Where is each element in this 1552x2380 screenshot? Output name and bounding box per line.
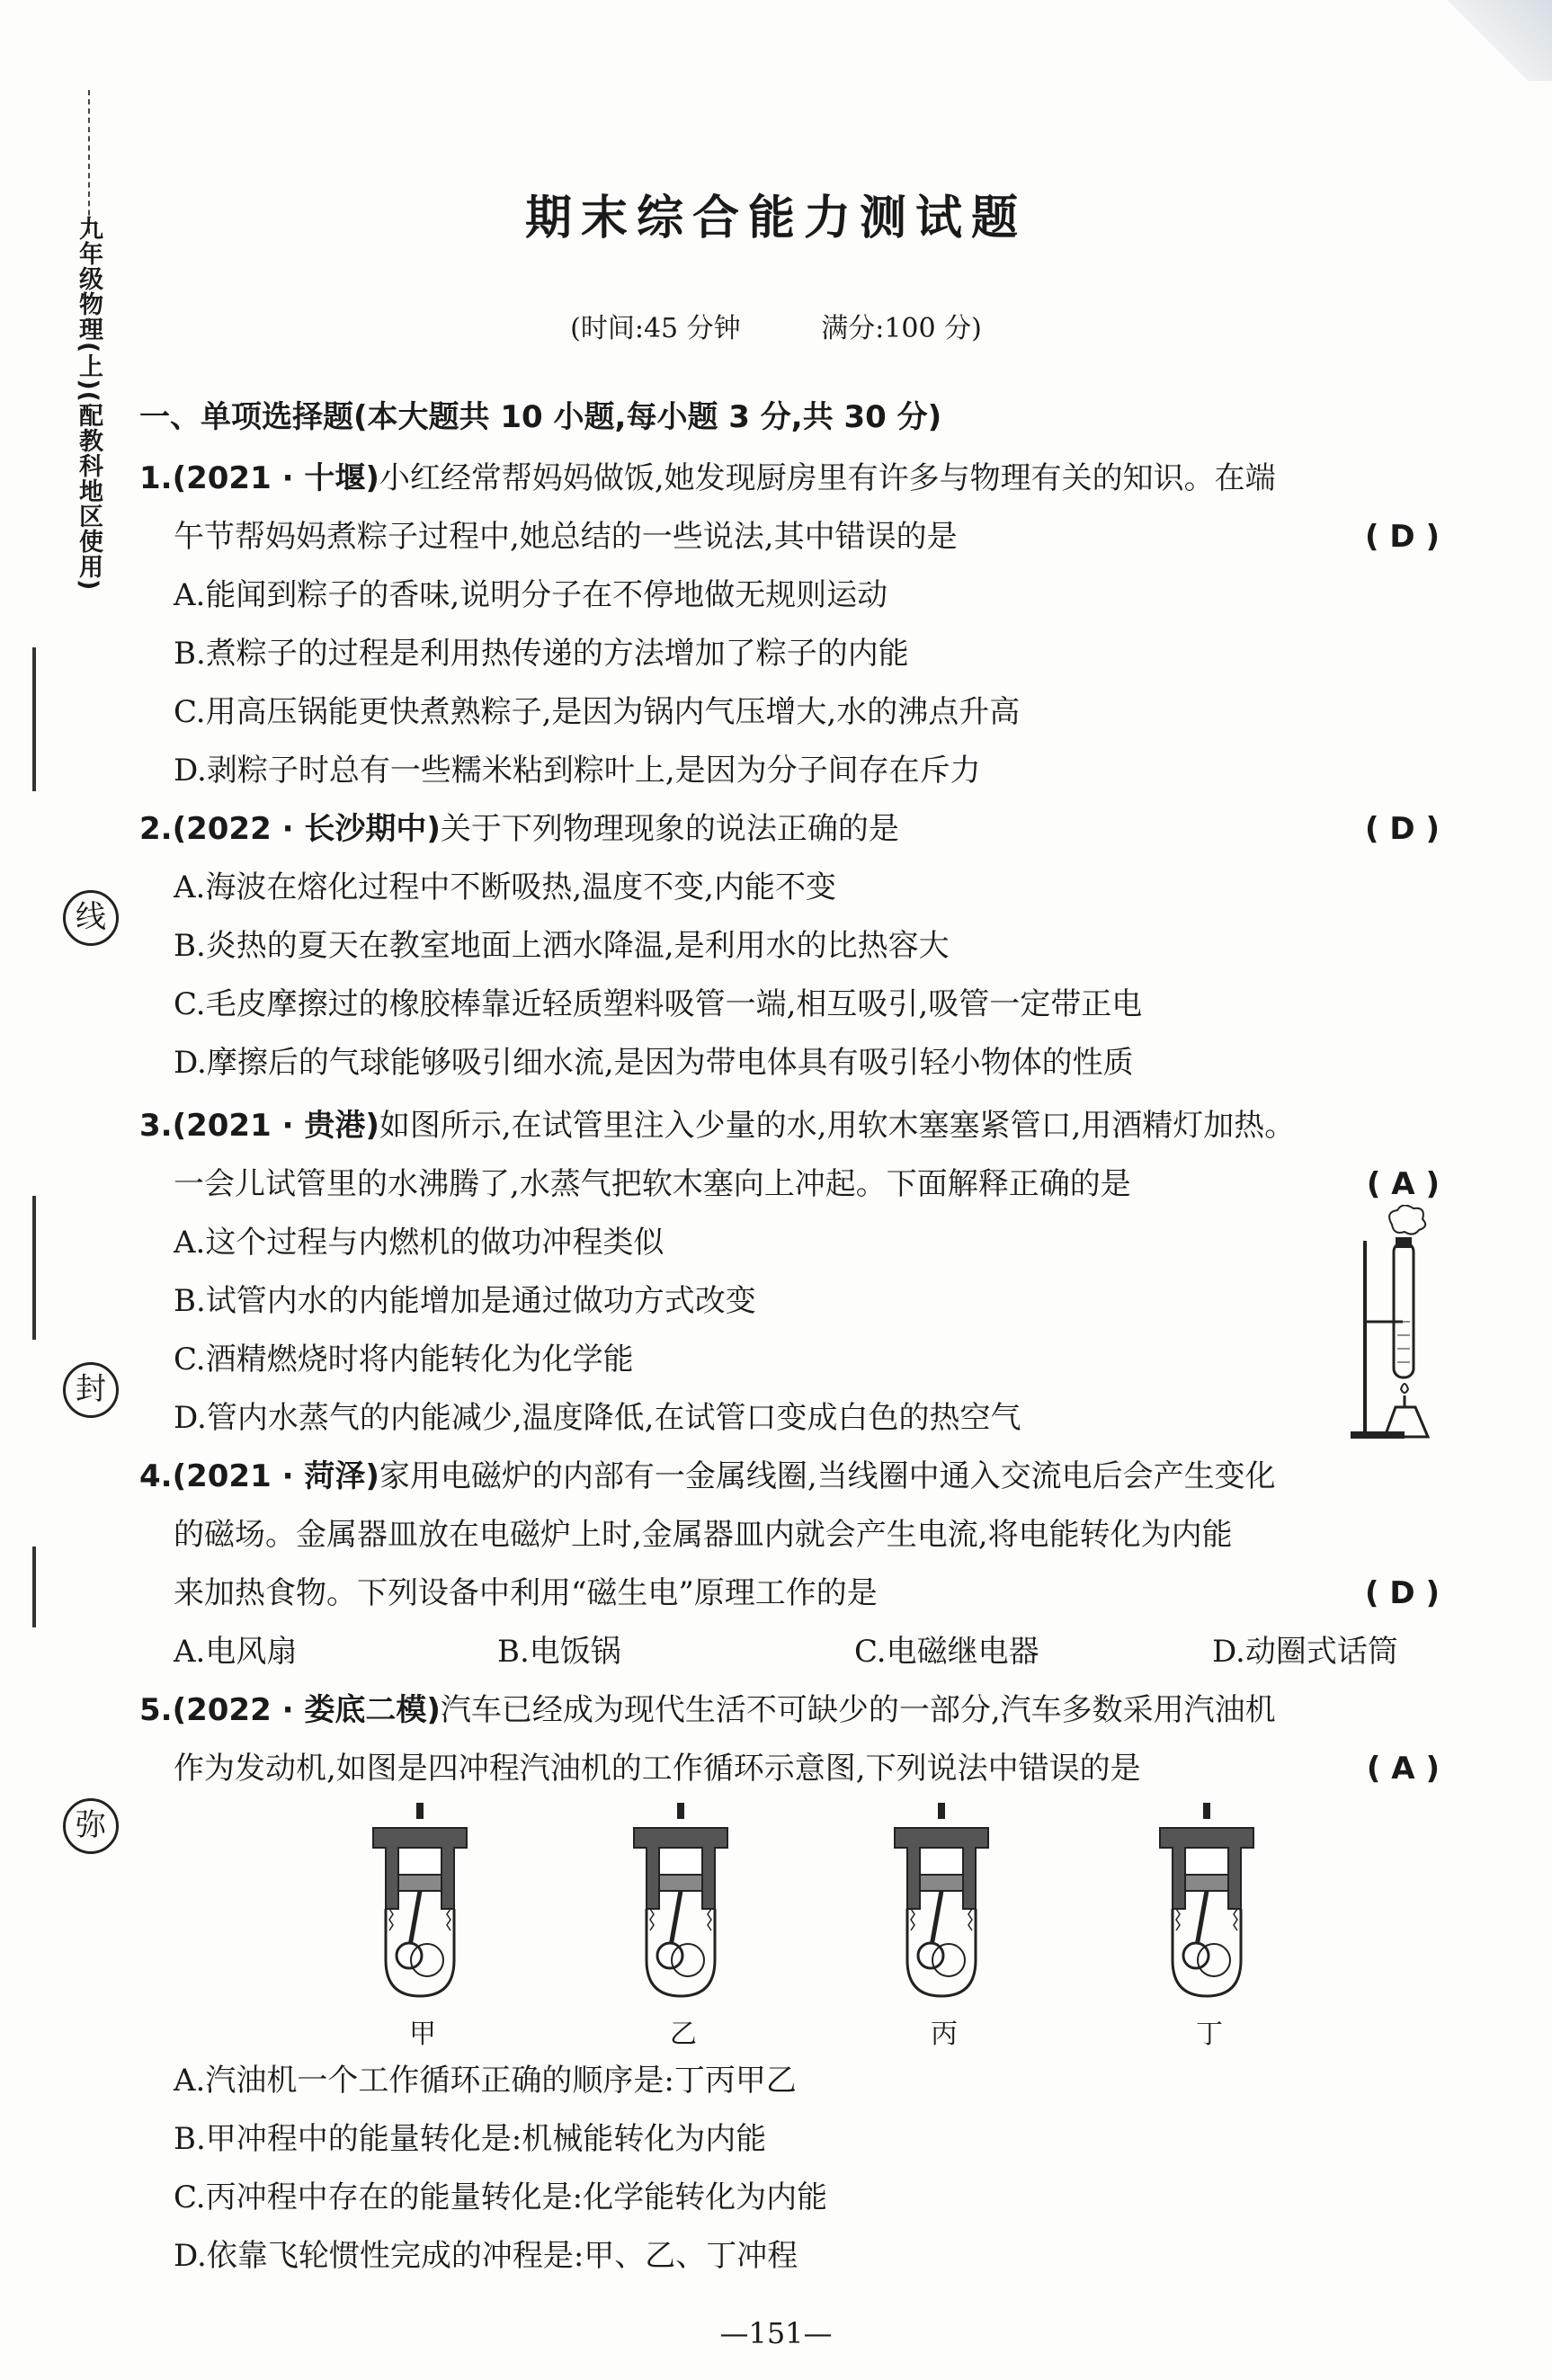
- question-1-stem-line-1: 1.(2021 · 十堰)小红经常帮妈妈做饭,她发现厨房里有许多与物理有关的知识。在端: [139, 460, 1276, 496]
- figure-label-yi: 乙: [670, 2019, 697, 2050]
- question-4-option-d: D.动圈式话筒: [1212, 1634, 1398, 1670]
- question-1-stem-line-2: 午节帮妈妈煮粽子过程中,她总结的一些说法,其中错误的是: [174, 519, 958, 555]
- question-1-option-d: D.剥粽子时总有一些糯米粘到粽叶上,是因为分子间存在斥力: [174, 753, 981, 789]
- exam-info: [0, 306, 1552, 345]
- question-1-option-a: A.能闻到粽子的香味,说明分子在不停地做无规则运动: [174, 577, 888, 613]
- binding-line: [32, 1547, 36, 1627]
- question-2-option-b: B.炎热的夏天在教室地面上洒水降温,是利用水的比热容大: [174, 928, 950, 964]
- engine-figure-ding: [1160, 1803, 1253, 1996]
- question-3-option-b: B.试管内水的内能增加是通过做功方式改变: [174, 1283, 756, 1319]
- seal-char-seal: 封: [63, 1362, 119, 1418]
- engine-figure-bing: [895, 1803, 988, 1996]
- question-5-stem-line-1: 5.(2022 · 娄底二模)汽车已经成为现代生活不可缺少的一部分,汽车多数采用汽油机: [139, 1692, 1276, 1728]
- section-heading: 一、单项选择题(本大题共 10 小题,每小题 3 分,共 30 分): [139, 399, 942, 435]
- page-corner-shadow: [1444, 0, 1552, 81]
- question-2-option-a: A.海波在熔化过程中不断吸热,温度不变,内能不变: [174, 869, 836, 905]
- page-number: —151—: [719, 2316, 833, 2350]
- question-3-stem-line-1: 3.(2021 · 贵港)如图所示,在试管里注入少量的水,用软木塞塞紧管口,用酒精灯加热。: [139, 1108, 1296, 1144]
- question-5-stem-line-2: 作为发动机,如图是四冲程汽油机的工作循环示意图,下列说法中错误的是: [174, 1751, 1141, 1787]
- question-3-option-d: D.管内水蒸气的内能减少,温度降低,在试管口变成白色的热空气: [174, 1400, 1021, 1436]
- question-3-answer: ( A ): [1366, 1166, 1440, 1202]
- binding-line: [32, 1196, 36, 1340]
- figure-label-bing: 丙: [931, 2019, 958, 2050]
- question-1-option-b: B.煮粽子的过程是利用热传递的方法增加了粽子的内能: [174, 636, 909, 672]
- question-4-option-c: C.电磁继电器: [854, 1634, 1039, 1670]
- question-4-option-b: B.电饭锅: [497, 1634, 621, 1670]
- question-2-answer: ( D ): [1365, 811, 1440, 847]
- question-4-stem-line-1: 4.(2021 · 菏泽)家用电磁炉的内部有一金属线圈,当线圈中通入交流电后会产生变化: [139, 1458, 1276, 1494]
- test-tube-heating-figure: [1349, 1205, 1457, 1448]
- time-info: (时间:45 分钟: [570, 313, 741, 344]
- book-info-label: 九年级物理(上)(配教科地区使用): [75, 216, 103, 592]
- question-3-option-a: A.这个过程与内燃机的做功冲程类似: [174, 1225, 665, 1261]
- question-1-answer: ( D ): [1365, 519, 1440, 555]
- question-5-option-b: B.甲冲程中的能量转化是:机械能转化为内能: [174, 2121, 767, 2157]
- engine-figure-yi: [634, 1803, 727, 1996]
- seal-char-line: 线: [63, 890, 119, 946]
- question-2-option-c: C.毛皮摩擦过的橡胶棒靠近轻质塑料吸管一端,相互吸引,吸管一定带正电: [174, 986, 1143, 1022]
- seal-char-close: 弥: [63, 1798, 119, 1854]
- question-4-answer: ( D ): [1365, 1575, 1440, 1611]
- page-title: 期末综合能力测试题: [524, 192, 1027, 245]
- engine-stroke-figures: [360, 1798, 1268, 2005]
- engine-figure-jia: [373, 1803, 467, 1996]
- figure-label-jia: 甲: [409, 2019, 436, 2050]
- question-5-option-c: C.丙冲程中存在的能量转化是:化学能转化为内能: [174, 2179, 828, 2215]
- question-4-stem-line-3: 来加热食物。下列设备中利用“磁生电”原理工作的是: [174, 1575, 878, 1611]
- question-3-stem-line-2: 一会儿试管里的水沸腾了,水蒸气把软木塞向上冲起。下面解释正确的是: [174, 1166, 1131, 1202]
- question-5-option-a: A.汽油机一个工作循环正确的顺序是:丁丙甲乙: [174, 2063, 797, 2099]
- binding-line: [32, 647, 36, 791]
- question-3-option-c: C.酒精燃烧时将内能转化为化学能: [174, 1342, 634, 1377]
- question-2-stem: 2.(2022 · 长沙期中)关于下列物理现象的说法正确的是: [139, 811, 899, 847]
- question-2-option-d: D.摩擦后的气球能够吸引细水流,是因为带电体具有吸引轻小物体的性质: [174, 1045, 1134, 1081]
- question-5-option-d: D.依靠飞轮惯性完成的冲程是:甲、乙、丁冲程: [174, 2238, 798, 2274]
- question-4-stem-line-2: 的磁场。金属器皿放在电磁炉上时,金属器皿内就会产生电流,将电能转化为内能: [174, 1517, 1233, 1553]
- question-1-option-c: C.用高压锅能更快煮熟粽子,是因为锅内气压增大,水的沸点升高: [174, 694, 1021, 730]
- question-4-option-a: A.电风扇: [174, 1634, 298, 1670]
- score-info: 满分:100 分): [821, 313, 982, 344]
- figure-label-ding: 丁: [1196, 2019, 1223, 2050]
- question-5-answer: ( A ): [1366, 1751, 1440, 1787]
